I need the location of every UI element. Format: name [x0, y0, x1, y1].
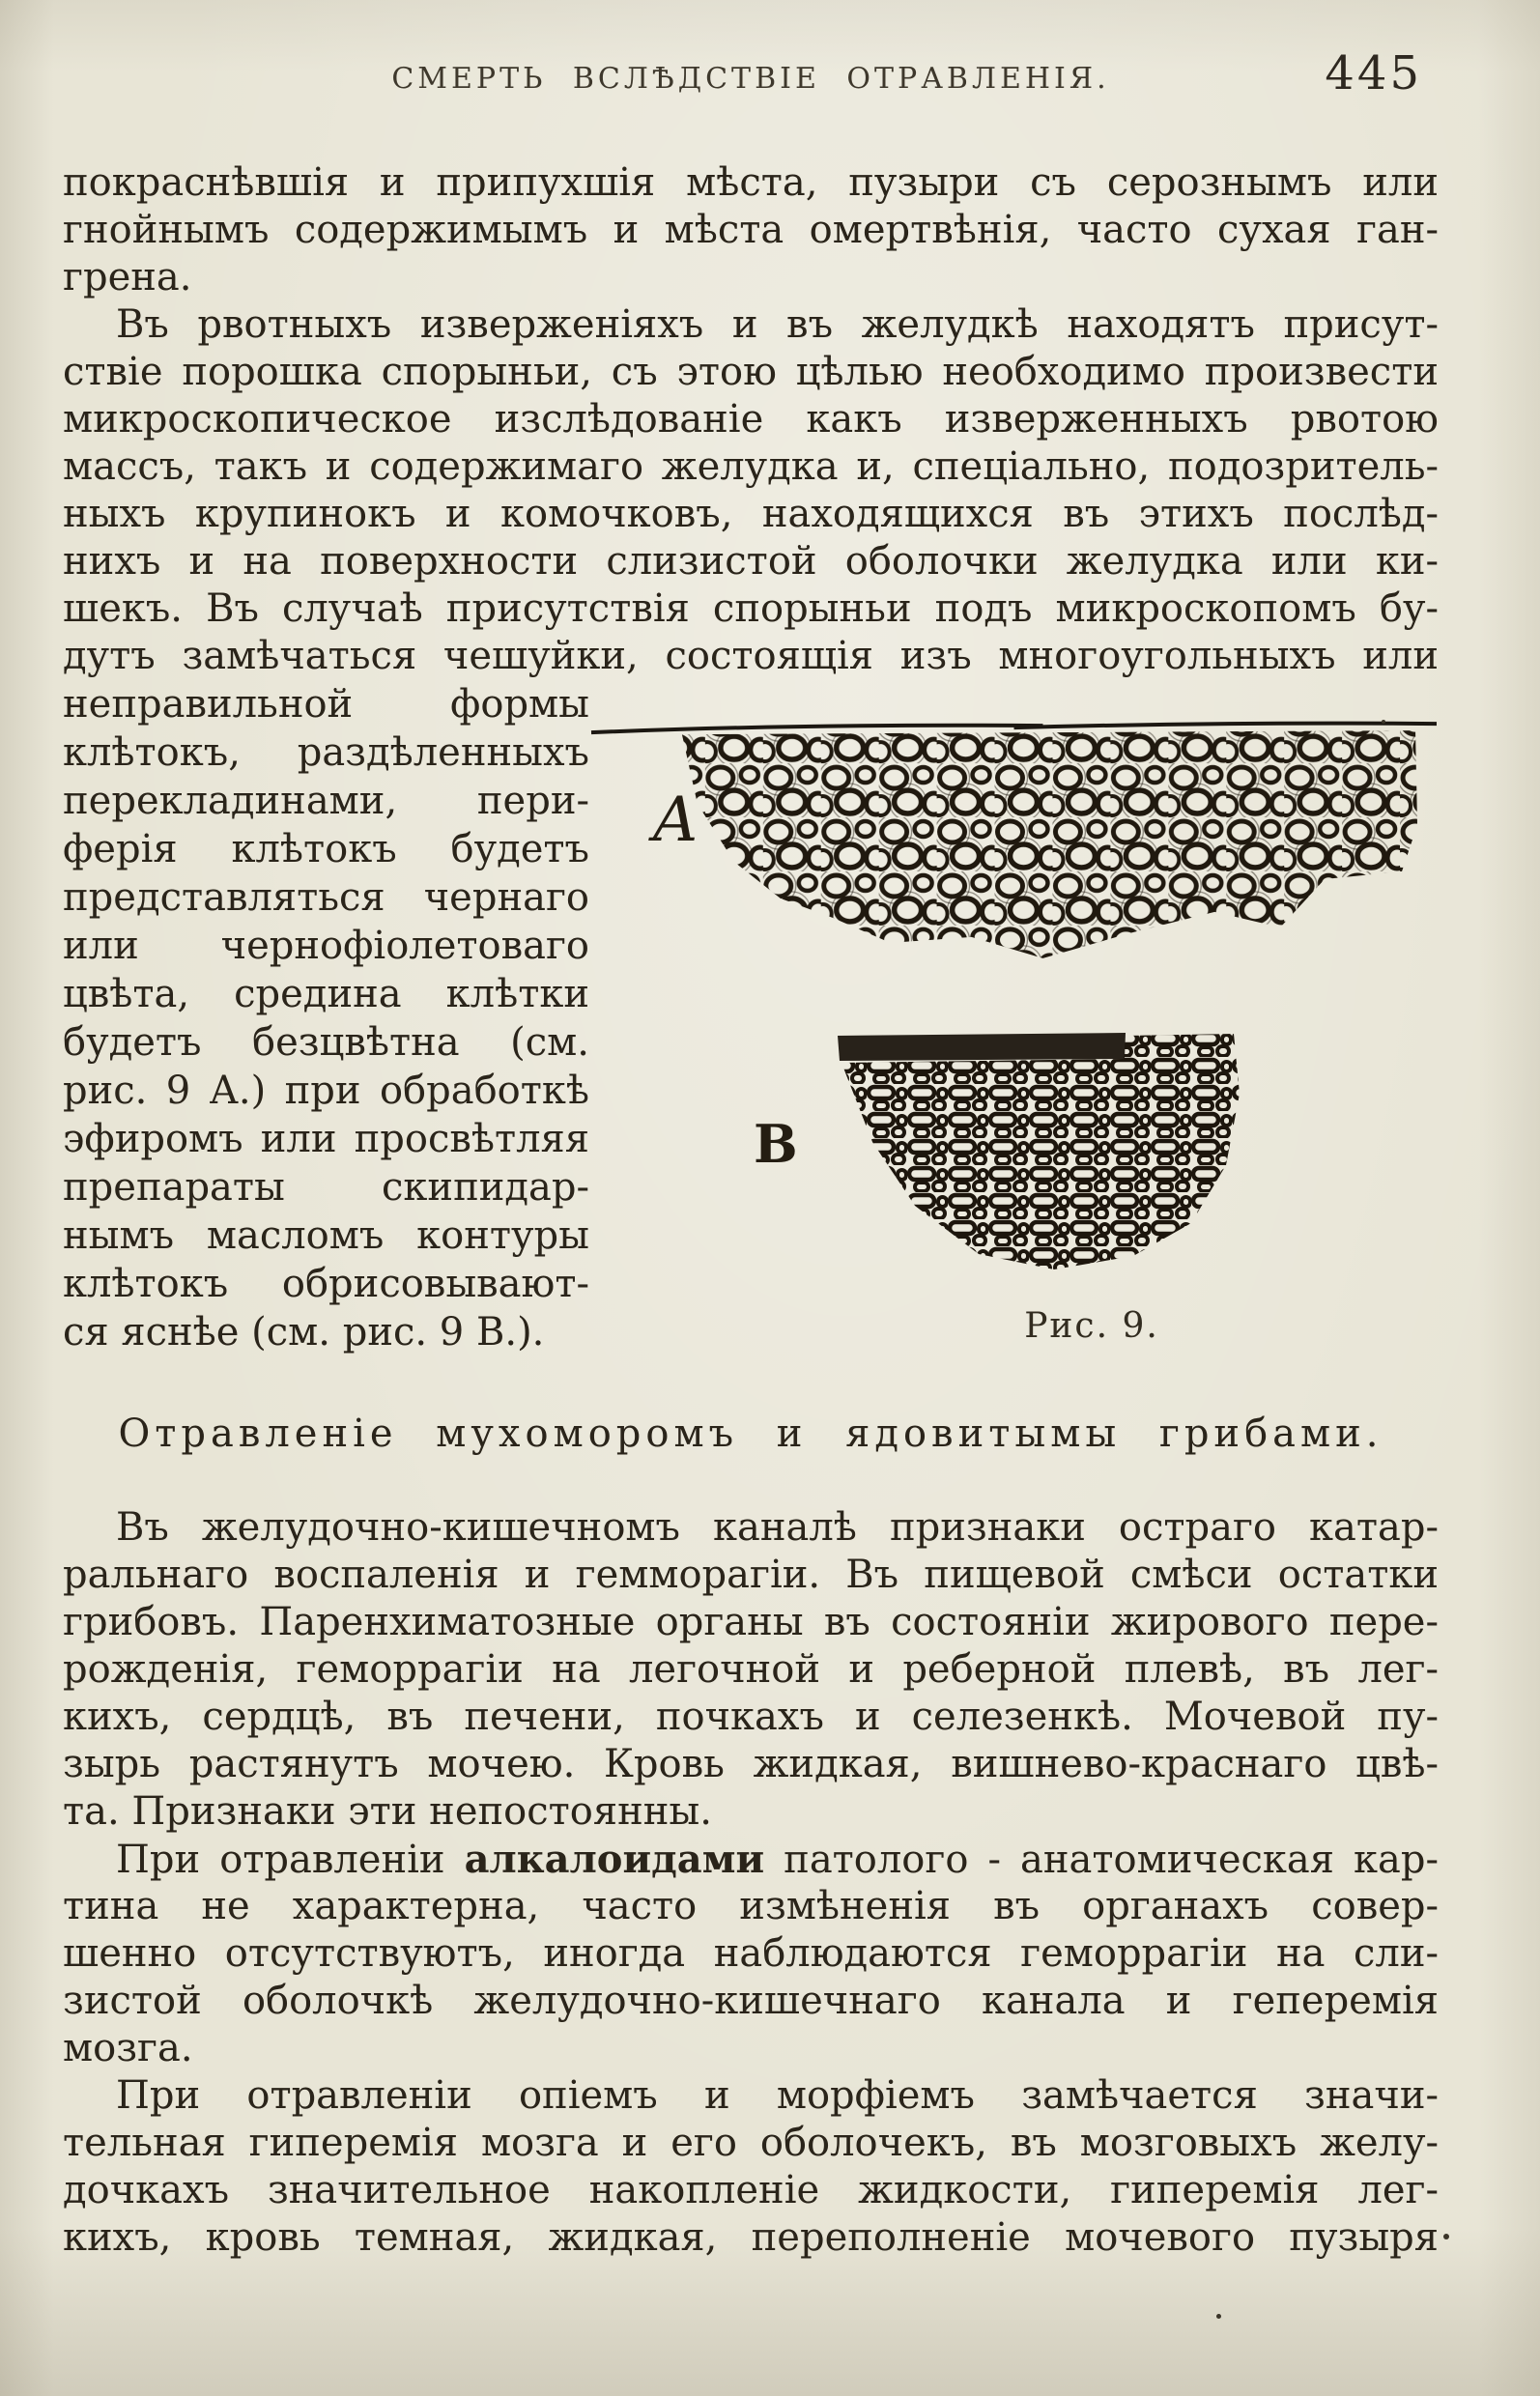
- text-line: или чернофіолетоваго: [63, 924, 589, 968]
- text-line: кихъ, кровь темная, жидкая, переполненіе мочевого пузыря: [63, 2215, 1439, 2260]
- paragraph-2: [63, 301, 1439, 680]
- running-title: СМЕРТЬ ВСЛѢДСТВІЕ ОТРАВЛЕНІЯ.: [391, 62, 1110, 96]
- page-number: 445: [1325, 46, 1422, 100]
- text-line: дутъ замѣчаться чешуйки, состоящія изъ многоугольныхъ или: [63, 634, 1439, 678]
- paragraph-3: [63, 1504, 1439, 1836]
- text-line: представляться чернаго: [63, 875, 589, 920]
- text-line: цвѣта, средина клѣтки: [63, 972, 589, 1016]
- text-line: ствіе порошка спорыньи, съ этою цѣлью необходимо произвести: [63, 350, 1439, 394]
- text-line: кихъ, сердцѣ, въ печени, почкахъ и селезенкѣ. Мочевой пу-: [63, 1695, 1439, 1739]
- paragraph-1: [63, 159, 1439, 301]
- text-line: грена.: [63, 255, 192, 300]
- text-line: ныхъ крупинокъ и комочковъ, находящихся въ этихъ послѣд-: [63, 492, 1439, 536]
- text-line: грибовъ. Паренхиматозные органы въ состояніи жирового пере-: [63, 1600, 1439, 1644]
- text-line: рожденія, геморрагіи на легочной и реберной плевѣ, въ лег-: [63, 1647, 1439, 1692]
- figure-label-b: B: [754, 1113, 798, 1175]
- text-line: микроскопическое изслѣдованіе какъ изверженныхъ рвотою: [63, 397, 1439, 442]
- text-line: При отравленіи опіемъ и морфіемъ замѣчается значи-: [116, 2073, 1439, 2118]
- text-line: шекъ. Въ случаѣ присутствія спорыньи подъ микроскопомъ бу-: [63, 586, 1439, 631]
- text-line: будетъ безцвѣтна (см.: [63, 1020, 589, 1065]
- illustration-a: [589, 709, 1439, 970]
- text-line: клѣтокъ, раздѣленныхъ: [63, 730, 589, 775]
- text-line: зырь растянутъ мочею. Кровь жидкая, вишнево-краснаго цвѣ-: [63, 1742, 1439, 1786]
- text-line: рис. 9 А.) при обработкѣ: [63, 1069, 589, 1113]
- figure-label-a: A: [653, 784, 699, 856]
- figure-ergot-cells: [589, 680, 1439, 1356]
- text-line: шенно отсутствуютъ, иногда наблюдаются геморрагіи на сли-: [63, 1931, 1439, 1976]
- text-line: ферія клѣтокъ будетъ: [63, 827, 589, 871]
- text-and-figure-row: [63, 680, 1439, 1356]
- text-line: эфиромъ или просвѣтляя: [63, 1117, 589, 1161]
- paper-speck: [1382, 720, 1385, 724]
- text-line: тельная гиперемія мозга и его оболочекъ, въ мозговыхъ желу-: [63, 2121, 1439, 2165]
- text-line: нихъ и на поверхности слизистой оболочки желудка или ки-: [63, 539, 1439, 584]
- page-body: [63, 159, 1439, 2262]
- text-segment: При отравленіи: [116, 1838, 445, 1882]
- text-line: зистой оболочкѣ желудочно-кишечнаго канала и геперемія: [63, 1979, 1439, 2023]
- section-heading: Отравленіе мухоморомъ и ядовитымы грибами.: [118, 1412, 1383, 1456]
- text-line: ся яснѣе (см. рис. 9 В.).: [63, 1310, 545, 1355]
- text-line: ральнаго воспаленія и гемморагіи. Въ пищевой смѣси остатки: [63, 1553, 1439, 1597]
- paper-speck: [1443, 2234, 1449, 2239]
- paper-speck: [1216, 2314, 1221, 2319]
- text-line: клѣтокъ обрисовывают-: [63, 1262, 589, 1306]
- figure-caption: Рис. 9.: [1024, 1306, 1159, 1346]
- text-line: перекладинами, пери-: [63, 779, 589, 823]
- paragraph-5: [63, 2072, 1439, 2262]
- text-line: та. Признаки эти непостоянны.: [63, 1789, 712, 1834]
- text-line: дочкахъ значительное накопленіе жидкости, гиперемія лег-: [63, 2168, 1439, 2212]
- text-segment: патолого - анатомическая кар-: [784, 1838, 1439, 1882]
- text-line: тина не характерна, часто измѣненія въ органахъ совер-: [63, 1884, 1439, 1928]
- text-line: нымъ масломъ контуры: [63, 1213, 589, 1258]
- text-line: Въ рвотныхъ изверженіяхъ и въ желудкѣ находятъ присут-: [116, 302, 1439, 347]
- text-line: [63, 1836, 1439, 1883]
- paragraph-2-column: [63, 680, 589, 1356]
- text-line: препараты скипидар-: [63, 1165, 589, 1210]
- text-line: покраснѣвшія и припухшія мѣста, пузыри съ серознымъ или: [63, 160, 1439, 205]
- text-line: мозга.: [63, 2026, 193, 2070]
- illustration-b: [826, 1030, 1251, 1271]
- text-line: гнойнымъ содержимымъ и мѣста омертвѣнія, часто сухая ган-: [63, 208, 1439, 252]
- text-line: неправильной формы: [63, 682, 589, 727]
- paragraph-4: [63, 1836, 1439, 2072]
- text-line: массъ, такъ и содержимаго желудка и, спеціально, подозритель-: [63, 444, 1439, 489]
- text-line: Въ желудочно-кишечномъ каналѣ признаки остраго катар-: [116, 1505, 1439, 1550]
- bold-word-alkaloids: алкалоидами: [464, 1837, 765, 1882]
